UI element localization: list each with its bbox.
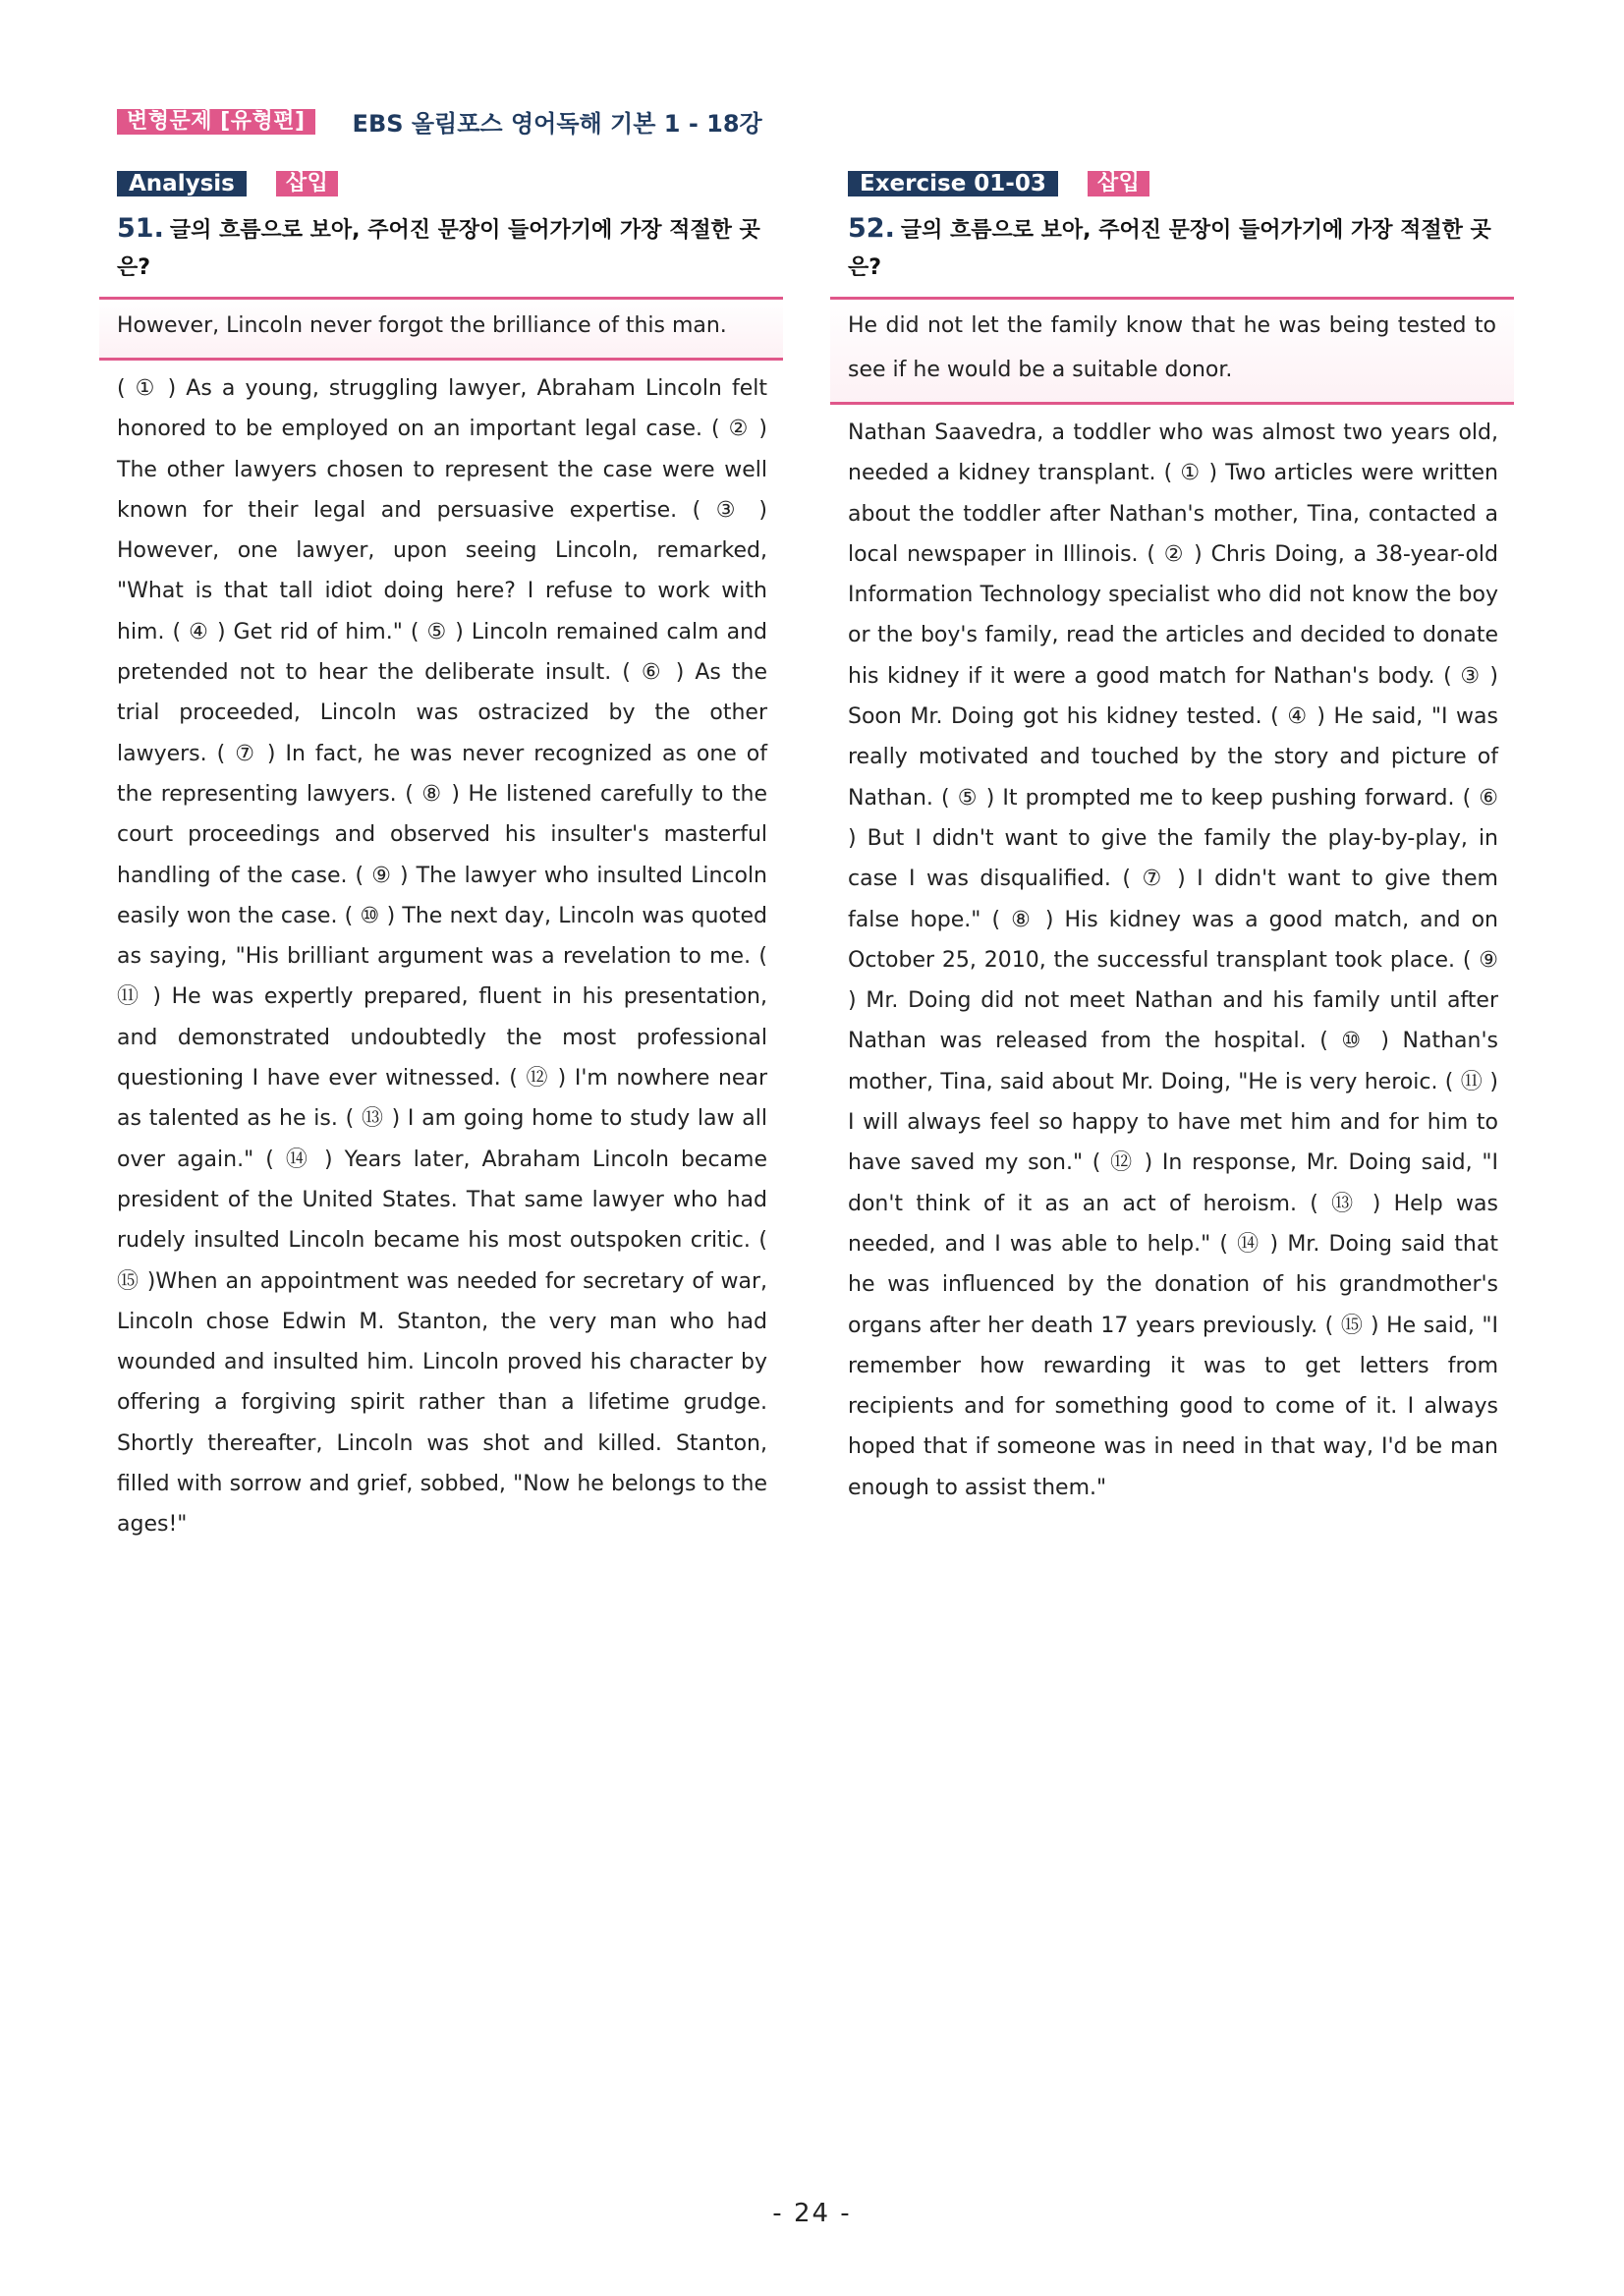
page-number: - 24 - [772, 2199, 852, 2228]
right-question-number: 52. [848, 213, 895, 244]
right-tag-type: 삽입 [1088, 171, 1150, 196]
left-question-number: 51. [117, 213, 164, 244]
right-question [848, 210, 1514, 287]
left-passage: ( ① ) As a young, struggling lawyer, Abraham Lincoln felt honored to be employed on an important legal case. ( ② ) The other lawyers chosen to represent the case were well known for their legal and persuasive expertise. ( ③ ) However, one lawyer, upon seeing Lincoln, remarked, "What is that tall idiot doing here? I refuse to work with him. ( ④ ) Get rid of him." ( ⑤ ) Lincoln remained calm and pretended not to hear the deliberate insult. ( ⑥ ) As the trial proceeded, Lincoln was ostracized by the other lawyers. ( ⑦ ) In fact, he was never recognized as one of the representing lawyers. ( ⑧ ) He listened carefully to the court proceedings and observed his insulter's masterful handling of the case. ( ⑨ ) The lawyer who insulted Lincoln easily won the case. ( ⑩ ) The next day, Lincoln was quoted as saying, "His brilliant argument was a revelation to me. ( ⑪ ) He was expertly prepared, fluent in his presentation, and demonstrated undoubtedly the most professional questioning I have ever witnessed. ( ⑫ ) I'm nowhere near as talented as he is. ( ⑬ ) I am going home to study law all over again." ( ⑭ ) Years later, Abraham Lincoln became president of the United States. That same lawyer who had rudely insulted Lincoln became his most outspoken critic. ( ⑮ )When an appointment was needed for secretary of war, Lincoln chose Edwin M. Stanton, the very man who had wounded and insulted him. Lincoln proved his character by offering a forgiving spirit rather than a lifetime grudge. Shortly thereafter, Lincoln was shot and killed. Stanton, filled with sorrow and grief, sobbed, "Now he belongs to the ages!" [117, 376, 767, 1538]
left-column [99, 171, 783, 1545]
right-passage: Nathan Saavedra, a toddler who was almost two years old, needed a kidney transplant. ( ① ) Two articles were written about the toddler after Nathan's mother, Tina, contacted a local newspaper in Illinois. ( ② ) Chris Doing, a 38-year-old Information Technology specialist who did not know the boy or the boy's family, read the articles and decided to donate his kidney if it were a good match for Nathan's body. ( ③ ) Soon Mr. Doing got his kidney tested. ( ④ ) He said, "I was really motivated and touched by the story and picture of Nathan. ( ⑤ ) It prompted me to keep pushing forward. ( ⑥ ) But I didn't want to give the family the play-by-play, in case I was disqualified. ( ⑦ ) I didn't want to give them false hope." ( ⑧ ) His kidney was a good match, and on October 25, 2010, the successful transplant took place. ( ⑨ ) Mr. Doing did not meet Nathan and his family until after Nathan was released from the hospital. ( ⑩ ) Nathan's mother, Tina, said about Mr. Doing, "He is very heroic. ( ⑪ ) I will always feel so happy to have met him and for him to have saved my son." ( ⑫ ) In response, Mr. Doing said, "I don't think of it as an act of heroism. ( ⑬ ) Help was needed, and I was able to help." ( ⑭ ) Mr. Doing said that he was influenced by the donation of his grandmother's organs after her death 17 years previously. ( ⑮ ) He said, "I remember how rewarding it was to get letters from recipients and for something good to come of it. I always hoped that if someone was in need in that way, I'd be man enough to assist them." [848, 420, 1498, 1500]
right-tag-main: Exercise 01-03 [848, 171, 1058, 196]
right-column [830, 171, 1514, 1508]
left-tag-type: 삽입 [276, 171, 339, 196]
right-given-sentence: He did not let the family know that he was being tested to see if he would be a suitable donor. [830, 297, 1514, 405]
right-tags [848, 171, 1514, 196]
header-badge: 변형문제 [유형편] [117, 109, 315, 135]
left-tags [117, 171, 783, 196]
left-given-sentence: However, Lincoln never forgot the brilliance of this man. [99, 297, 783, 361]
page-header [117, 104, 762, 139]
left-question [117, 210, 783, 287]
header-title: EBS 올림포스 영어독해 기본 1 - 18강 [352, 110, 762, 138]
left-question-text: 글의 흐름으로 보아, 주어진 문장이 들어가기에 가장 적절한 곳은? [117, 218, 760, 280]
left-tag-main: Analysis [117, 171, 247, 196]
right-question-text: 글의 흐름으로 보아, 주어진 문장이 들어가기에 가장 적절한 곳은? [848, 218, 1491, 280]
